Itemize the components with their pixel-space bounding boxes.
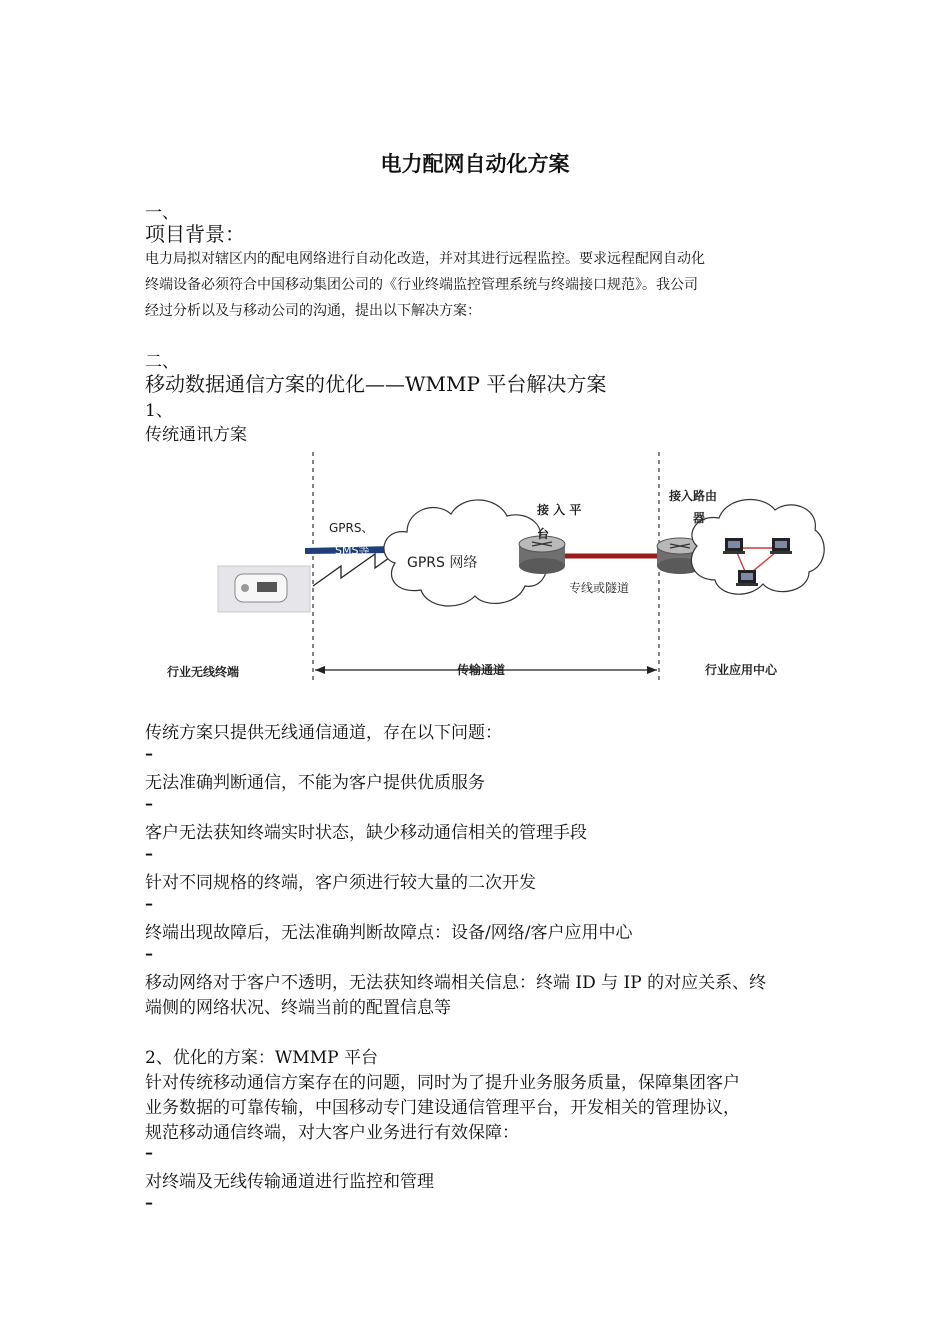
access-platform-router-icon bbox=[519, 536, 565, 574]
section1-heading: 项目背景： bbox=[145, 222, 245, 246]
list-dash: – bbox=[145, 944, 153, 963]
subsection1-number: 1、 bbox=[145, 401, 173, 421]
section2-number: 二、 bbox=[145, 352, 179, 372]
network-diagram bbox=[145, 448, 825, 688]
problem-item: 终端出现故障后，无法准确判断故障点：设备/网络/客户应用中心 bbox=[145, 923, 633, 943]
computer-icon bbox=[770, 538, 792, 554]
access-platform-label-1: 接 入 平 bbox=[537, 503, 582, 517]
subsection2-para-line: 针对传统移动通信方案存在的问题，同时为了提升业务服务质量，保障集团客户 bbox=[145, 1073, 740, 1093]
subsection2-para-line: 业务数据的可靠传输，中国移动专门建设通信管理平台，开发相关的管理协议， bbox=[145, 1098, 740, 1118]
list-dash: – bbox=[145, 794, 153, 813]
problem-item: 客户无法获知终端实时状态，缺少移动通信相关的管理手段 bbox=[145, 823, 587, 843]
access-router-label-2: 器 bbox=[693, 511, 706, 525]
access-platform-label-2: 台 bbox=[537, 527, 550, 541]
transmission-channel-label: 传输通道 bbox=[457, 663, 506, 677]
gprs-sms-label-2: SMS等 bbox=[335, 544, 370, 557]
list-dash: – bbox=[145, 1193, 153, 1212]
computer-icon bbox=[736, 570, 758, 586]
section1-para-line: 经过分析以及与移动公司的沟通，提出以下解决方案： bbox=[145, 303, 481, 319]
subsection2-title: 2、优化的方案：WMMP 平台 bbox=[145, 1048, 378, 1068]
application-center-cloud bbox=[691, 500, 824, 595]
problem-item-line: 端侧的网络状况、终端当前的配置信息等 bbox=[145, 998, 451, 1018]
section2-heading: 移动数据通信方案的优化——WMMP 平台解决方案 bbox=[145, 372, 607, 396]
subsection2-para-line: 规范移动通信终端，对大客户业务进行有效保障： bbox=[145, 1123, 519, 1143]
gprs-cloud-label: GPRS 网络 bbox=[407, 555, 478, 571]
gprs-sms-label-1: GPRS、 bbox=[329, 521, 374, 535]
list-dash: – bbox=[145, 894, 153, 913]
terminal-device-icon bbox=[218, 566, 310, 612]
list-dash: – bbox=[145, 844, 153, 863]
section1-para-line: 电力局拟对辖区内的配电网络进行自动化改造，并对其进行远程监控。要求远程配网自动化 bbox=[145, 251, 705, 267]
wireless-terminal-label: 行业无线终端 bbox=[167, 665, 240, 679]
document-title: 电力配网自动化方案 bbox=[380, 151, 570, 176]
problem-item: 无法准确判断通信，不能为客户提供优质服务 bbox=[145, 773, 485, 793]
list-dash: – bbox=[145, 744, 153, 763]
problem-item: 针对不同规格的终端，客户须进行较大量的二次开发 bbox=[145, 873, 536, 893]
access-router-label-1: 接入路由 bbox=[669, 489, 718, 503]
list-dash: – bbox=[145, 1143, 153, 1162]
section1-para-line: 终端设备必须符合中国移动集团公司的《行业终端监控管理系统与终端接口规范》。我公司 bbox=[145, 277, 698, 293]
problem-item-line: 移动网络对于客户不透明，无法获知终端相关信息：终端 ID 与 IP 的对应关系、终 bbox=[145, 973, 767, 993]
measure-item: 对终端及无线传输通道进行监控和管理 bbox=[145, 1172, 434, 1192]
computer-icon bbox=[723, 538, 745, 554]
section1-number: 一、 bbox=[145, 203, 179, 223]
problems-intro: 传统方案只提供无线通信通道，存在以下问题： bbox=[145, 723, 502, 743]
application-center-label: 行业应用中心 bbox=[705, 663, 778, 677]
subsection1-title: 传统通讯方案 bbox=[145, 425, 247, 445]
tunnel-label: 专线或隧道 bbox=[569, 581, 630, 595]
